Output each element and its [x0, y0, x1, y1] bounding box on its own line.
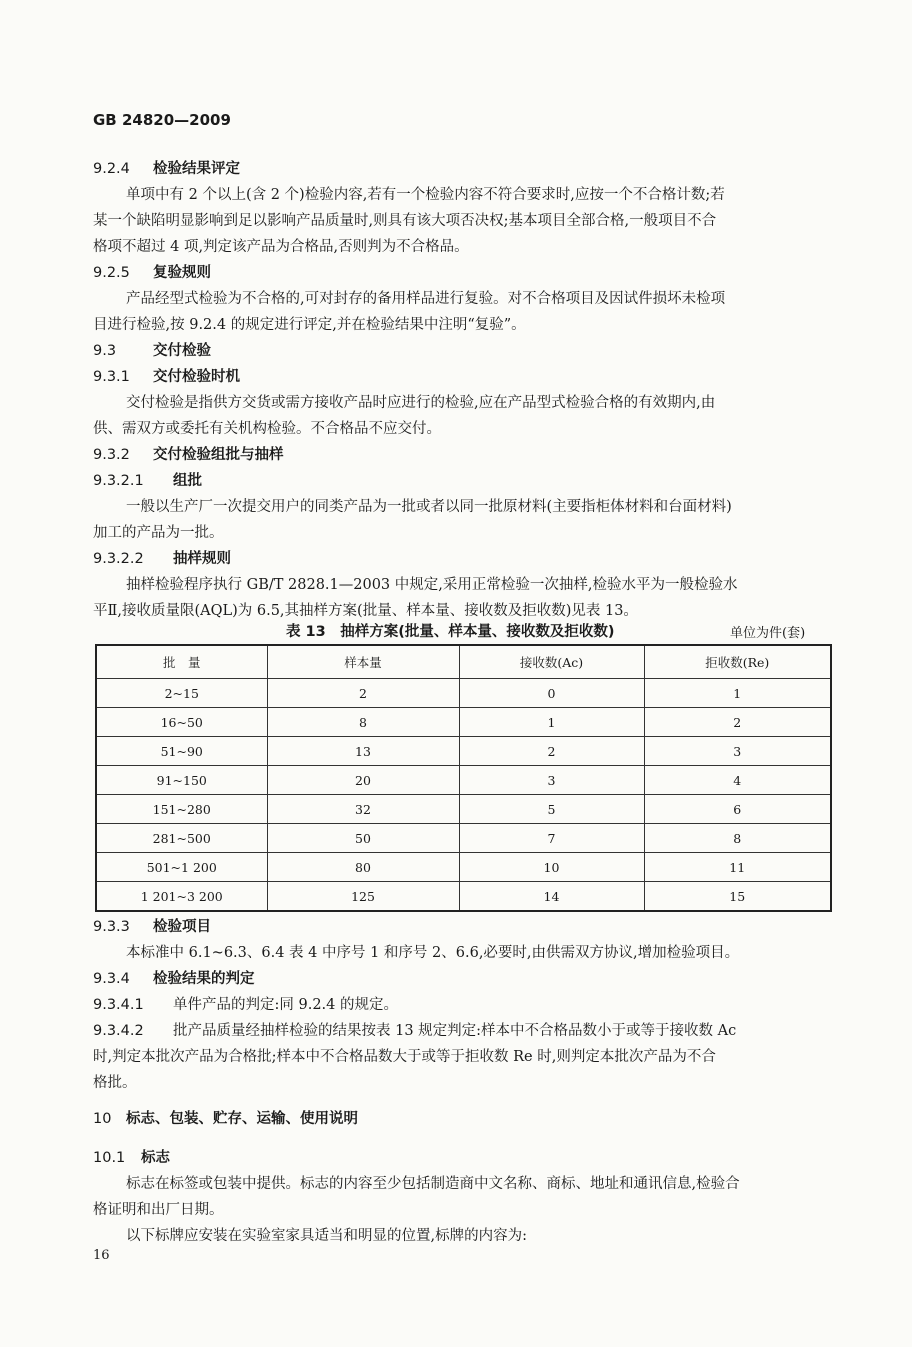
- section-10-heading: [93, 1107, 358, 1128]
- paragraph-line: 平Ⅱ,接收质量限(AQL)为 6.5,其抽样方案(批量、样本量、接收数及拒收数)见表 13。: [93, 603, 638, 619]
- paragraph-line: 格项不超过 4 项,判定该产品为合格品,否则判为不合格品。: [93, 239, 469, 255]
- table-cell: 15: [644, 882, 831, 912]
- section-title: 检验结果的判定: [153, 971, 255, 987]
- table-cell: 1: [459, 708, 644, 737]
- table-cell: 0: [459, 679, 644, 708]
- table-cell: 151~280: [96, 795, 267, 824]
- paragraph-line: 格证明和出厂日期。: [93, 1202, 224, 1218]
- section-number: 9.2.4: [93, 161, 130, 177]
- table-unit: 单位为件(套): [730, 626, 806, 641]
- table-header-row: [96, 645, 831, 679]
- column-header: 批 量: [96, 645, 267, 679]
- table-cell: 14: [459, 882, 644, 912]
- paragraph-line: 本标准中 6.1~6.3、6.4 表 4 中序号 1 和序号 2、6.6,必要时,由供需双方协议,增加检验项目。: [126, 945, 740, 961]
- clause-9-3-4-1: [93, 993, 398, 1014]
- paragraph-line: 以下标牌应安装在实验室家具适当和明显的位置,标牌的内容为:: [126, 1228, 527, 1244]
- section-number: 10: [93, 1111, 112, 1127]
- paragraph-line: 抽样检验程序执行 GB/T 2828.1—2003 中规定,采用正常检验一次抽样,检验水平为一般检验水: [126, 577, 738, 593]
- table-cell: 80: [267, 853, 459, 882]
- table-row: [96, 853, 831, 882]
- table-cell: 10: [459, 853, 644, 882]
- paragraph-line: 标志在标签或包装中提供。标志的内容至少包括制造商中文名称、商标、地址和通讯信息,检验合: [126, 1176, 740, 1192]
- column-header: 样本量: [267, 645, 459, 679]
- section-number: 9.2.5: [93, 265, 130, 281]
- paragraph-line: 加工的产品为一批。: [93, 525, 224, 541]
- section-9-3-2-heading: [93, 443, 284, 464]
- section-title: 组批: [173, 473, 202, 489]
- section-number: 9.3: [93, 343, 117, 359]
- paragraph-line: 交付检验是指供方交货或需方接收产品时应进行的检验,应在产品型式检验合格的有效期内,由: [126, 395, 716, 411]
- table-cell: 1: [644, 679, 831, 708]
- section-9-3-4-heading: [93, 967, 255, 988]
- section-title: 抽样规则: [173, 551, 231, 567]
- section-title: 标志、包装、贮存、运输、使用说明: [126, 1111, 358, 1127]
- paragraph-line: 供、需双方或委托有关机构检验。不合格品不应交付。: [93, 421, 441, 437]
- table-cell: 3: [644, 737, 831, 766]
- table-cell: 50: [267, 824, 459, 853]
- table-cell: 5: [459, 795, 644, 824]
- table-cell: 6: [644, 795, 831, 824]
- paragraph-line: 某一个缺陷明显影响到足以影响产品质量时,则具有该大项否决权;基本项目全部合格,一般项目不合: [93, 213, 717, 229]
- clause-9-3-4-2: [93, 1019, 736, 1040]
- table-cell: 2: [459, 737, 644, 766]
- table-cell: 2: [644, 708, 831, 737]
- table-cell: 8: [644, 824, 831, 853]
- table-cell: 2~15: [96, 679, 267, 708]
- paragraph-line: 单项中有 2 个以上(含 2 个)检验内容,若有一个检验内容不符合要求时,应按一个不合格计数;若: [126, 187, 725, 203]
- table-row: [96, 737, 831, 766]
- section-number: 10.1: [93, 1150, 126, 1166]
- table-cell: 13: [267, 737, 459, 766]
- paragraph-line: 目进行检验,按 9.2.4 的规定进行评定,并在检验结果中注明“复验”。: [93, 317, 526, 333]
- section-9-3-3-heading: [93, 915, 211, 936]
- section-title: 检验项目: [153, 919, 211, 935]
- section-9-3-2-1-heading: [93, 469, 202, 490]
- section-title: 交付检验组批与抽样: [153, 447, 284, 463]
- table-cell: 11: [644, 853, 831, 882]
- table-cell: 2: [267, 679, 459, 708]
- section-title: 交付检验时机: [153, 369, 240, 385]
- table-row: [96, 679, 831, 708]
- section-9-2-5-heading: [93, 261, 211, 282]
- column-header: 拒收数(Re): [644, 645, 831, 679]
- table-cell: 51~90: [96, 737, 267, 766]
- section-number: 9.3.1: [93, 369, 130, 385]
- table-cell: 16~50: [96, 708, 267, 737]
- table-cell: 1 201~3 200: [96, 882, 267, 912]
- section-9-3-heading: [93, 339, 211, 360]
- section-9-3-1-heading: [93, 365, 240, 386]
- section-9-2-4-heading: [93, 157, 240, 178]
- table-row: [96, 795, 831, 824]
- paragraph-line: 时,判定本批次产品为合格批;样本中不合格品数大于或等于拒收数 Re 时,则判定本批次产品为不合: [93, 1049, 716, 1065]
- table-row: [96, 882, 831, 912]
- table-cell: 8: [267, 708, 459, 737]
- table-caption: 表 13 抽样方案(批量、样本量、接收数及拒收数): [286, 624, 615, 640]
- section-10-1-heading: [93, 1146, 170, 1167]
- section-title: 交付检验: [153, 343, 211, 359]
- clause-text: 单件产品的判定:同 9.2.4 的规定。: [173, 997, 398, 1013]
- table-cell: 4: [644, 766, 831, 795]
- section-title: 检验结果评定: [153, 161, 240, 177]
- column-header: 接收数(Ac): [459, 645, 644, 679]
- section-number: 9.3.3: [93, 919, 130, 935]
- section-number: 9.3.2.2: [93, 551, 144, 567]
- table-cell: 20: [267, 766, 459, 795]
- section-title: 复验规则: [153, 265, 211, 281]
- sampling-plan-table: [95, 644, 832, 912]
- table-cell: 125: [267, 882, 459, 912]
- clause-number: 9.3.4.1: [93, 997, 144, 1013]
- table-cell: 281~500: [96, 824, 267, 853]
- table-cell: 3: [459, 766, 644, 795]
- paragraph-line: 格批。: [93, 1075, 137, 1091]
- paragraph-line: 产品经型式检验为不合格的,可对封存的备用样品进行复验。对不合格项目及因试件损坏未检项: [126, 291, 726, 307]
- page-number: 16: [93, 1248, 110, 1263]
- table-cell: 501~1 200: [96, 853, 267, 882]
- standard-code: GB 24820—2009: [93, 111, 231, 129]
- table-row: [96, 708, 831, 737]
- table-cell: 32: [267, 795, 459, 824]
- paragraph-line: 一般以生产厂一次提交用户的同类产品为一批或者以同一批原材料(主要指柜体材料和台面材料): [126, 499, 732, 515]
- table-cell: 91~150: [96, 766, 267, 795]
- table-row: [96, 824, 831, 853]
- section-9-3-2-2-heading: [93, 547, 231, 568]
- section-number: 9.3.2.1: [93, 473, 144, 489]
- table-row: [96, 766, 831, 795]
- clause-number: 9.3.4.2: [93, 1023, 144, 1039]
- section-number: 9.3.2: [93, 447, 130, 463]
- section-number: 9.3.4: [93, 971, 130, 987]
- table-cell: 7: [459, 824, 644, 853]
- section-title: 标志: [141, 1150, 170, 1166]
- paragraph-line: 批产品质量经抽样检验的结果按表 13 规定判定:样本中不合格品数小于或等于接收数 Ac: [173, 1023, 737, 1039]
